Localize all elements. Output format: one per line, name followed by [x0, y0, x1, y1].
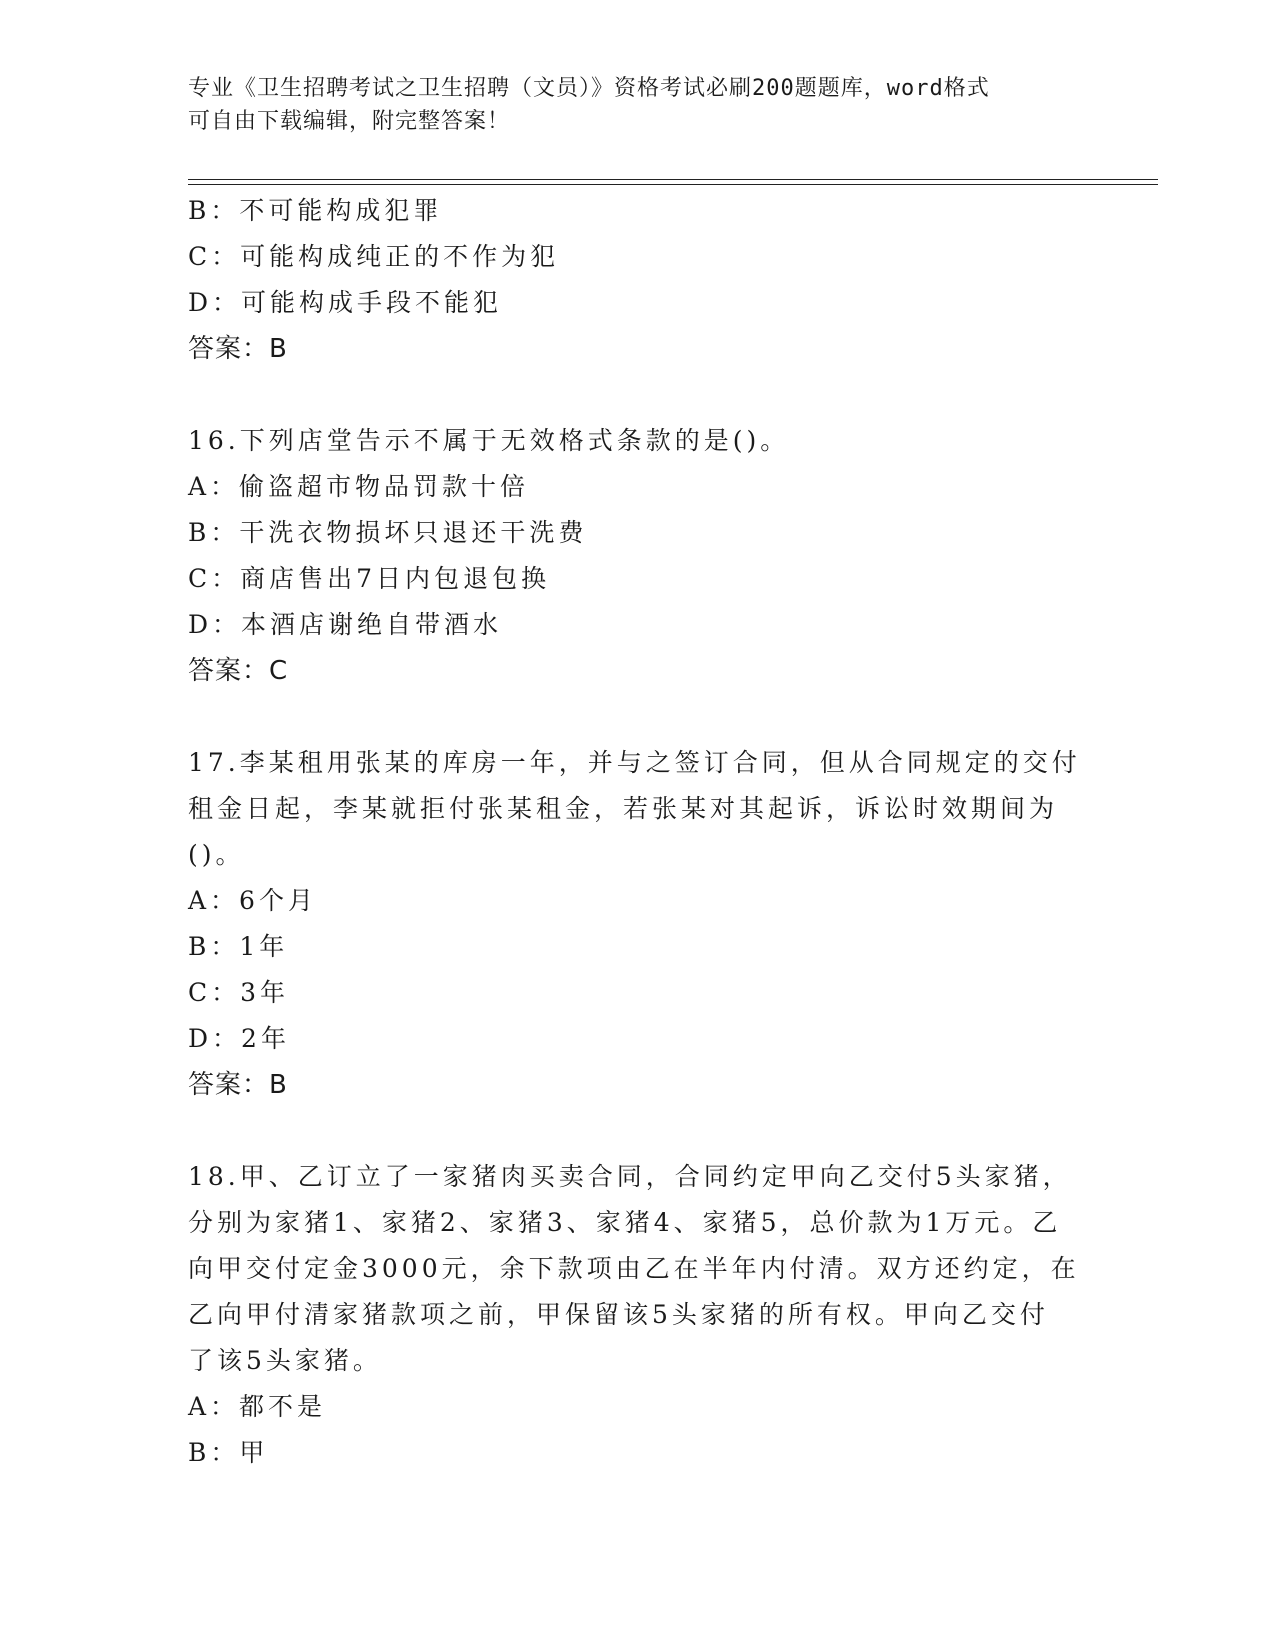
spacer	[188, 372, 1088, 418]
question-stem-line: 了该5头家猪。	[188, 1346, 382, 1375]
question-stem-line: 向甲交付定金3000元，余下款项由乙在半年内付清。双方还约定，在	[188, 1254, 1080, 1283]
answer: 答案：B	[188, 334, 288, 364]
option-b: B：1年	[188, 932, 289, 961]
option-d: D：2年	[188, 1024, 290, 1053]
question-stem: 16.下列店堂告示不属于无效格式条款的是()。	[188, 426, 790, 455]
header-divider-top	[188, 179, 1158, 180]
document-header	[188, 72, 1068, 138]
option-c: C：3年	[188, 978, 290, 1007]
question-15-tail	[188, 188, 1088, 372]
option-c: C：商店售出7日内包退包换	[188, 564, 551, 593]
question-16	[188, 418, 1088, 694]
question-stem-line: 租金日起，李某就拒付张某租金，若张某对其起诉，诉讼时效期间为	[188, 794, 1059, 823]
spacer	[188, 694, 1088, 740]
option-c: C：可能构成纯正的不作为犯	[188, 242, 560, 271]
question-17	[188, 740, 1088, 1108]
answer: 答案：B	[188, 1070, 288, 1100]
question-stem-line: 17.李某租用张某的库房一年，并与之签订合同，但从合同规定的交付	[188, 748, 1081, 777]
option-b: B：干洗衣物损坏只退还干洗费	[188, 518, 588, 547]
answer: 答案：C	[188, 656, 289, 686]
question-18	[188, 1154, 1088, 1476]
question-stem-line: 分别为家猪1、家猪2、家猪3、家猪4、家猪5，总价款为1万元。乙	[188, 1208, 1062, 1237]
question-stem-line: 乙向甲付清家猪款项之前，甲保留该5头家猪的所有权。甲向乙交付	[188, 1300, 1049, 1329]
option-a: A：偷盗超市物品罚款十倍	[188, 472, 530, 501]
header-divider-bottom	[188, 184, 1158, 185]
option-a: A：都不是	[188, 1392, 327, 1421]
option-b: B：甲	[188, 1438, 269, 1467]
option-d: D：本酒店谢绝自带酒水	[188, 610, 503, 639]
option-b: B：不可能构成犯罪	[188, 196, 443, 225]
header-line-2: 可自由下载编辑，附完整答案！	[188, 109, 511, 134]
spacer	[188, 1108, 1088, 1154]
header-line-1: 专业《卫生招聘考试之卫生招聘（文员）》资格考试必刷200题题库，word格式	[188, 76, 990, 101]
question-stem-line: ()。	[188, 840, 245, 869]
document-body	[188, 188, 1088, 1476]
question-stem-line: 18.甲、乙订立了一家猪肉买卖合同，合同约定甲向乙交付5头家猪，	[188, 1162, 1072, 1191]
option-a: A：6个月	[188, 886, 317, 915]
option-d: D：可能构成手段不能犯	[188, 288, 503, 317]
